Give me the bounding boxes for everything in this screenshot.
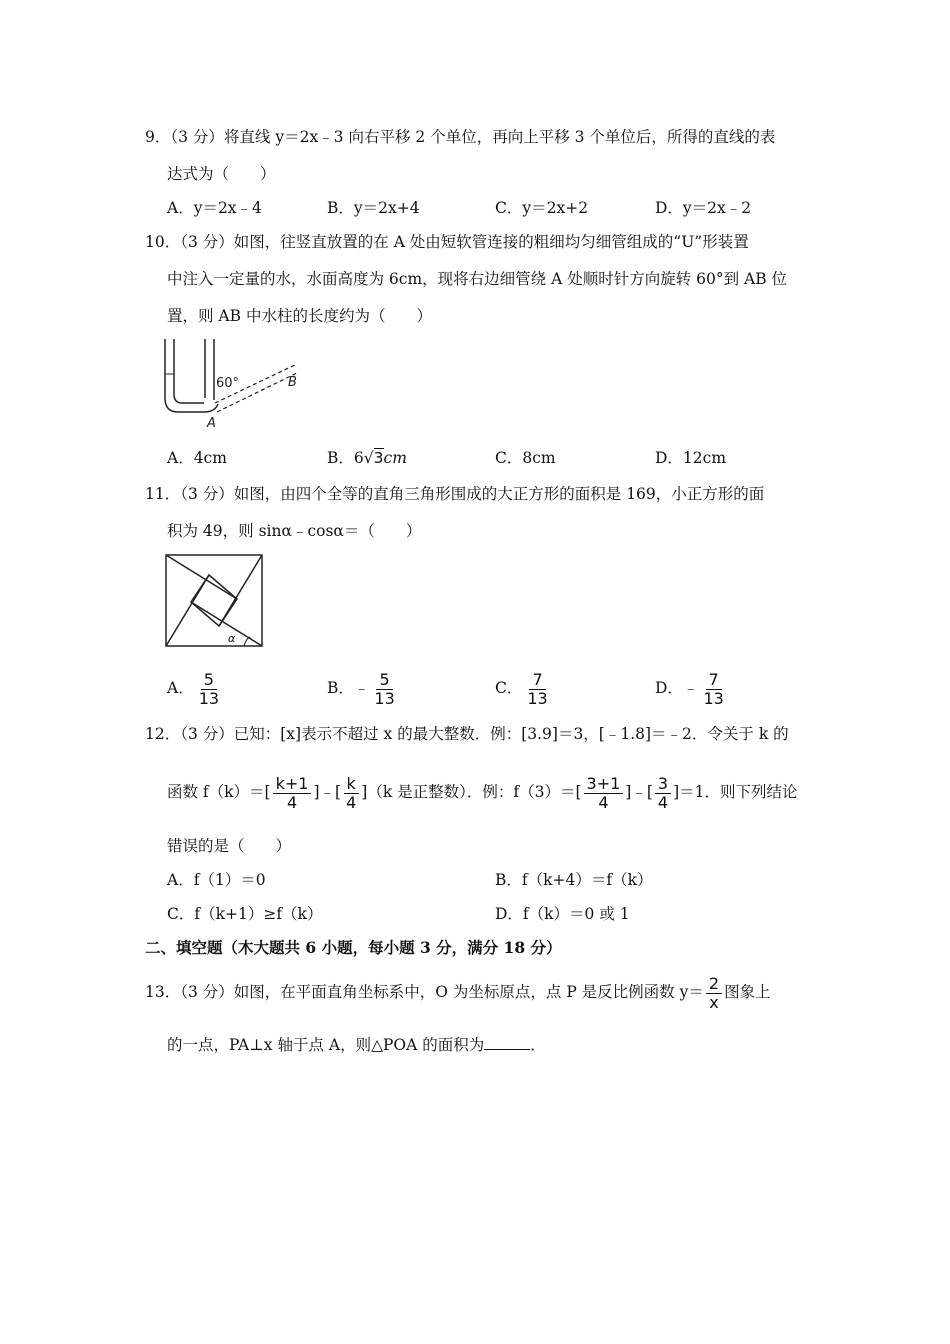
q9-line1: 9．（3 分）将直线 y＝2x﹣3 向右平移 2 个单位，再向上平移 3 个单位后，所得的直线的表 [145,128,776,146]
q12-option-c: C．f（k+1）≥f（k） [167,905,323,923]
q9-option-a: A．y＝2x﹣4 [167,199,262,217]
q10-option-a: A．4cm [167,449,227,467]
q10-line3: 置，则 AB 中水柱的长度约为（ ） [167,307,432,325]
q10-option-b: B．6√3cm [327,449,407,467]
q12-option-a: A．f（1）＝0 [167,871,266,889]
q10-option-d: D．12cm [655,449,727,467]
q12-option-d: D．f（k）＝0 或 1 [495,905,630,923]
answer-blank [484,1035,530,1050]
pinwheel-square-figure [164,553,264,648]
q9-option-b: B．y＝2x+4 [327,199,420,217]
q10-line2: 中注入一定量的水，水面高度为 6cm，现将右边细管绕 A 处顺时针方向旋转 60°到 AB 位 [167,270,788,288]
q9-line2: 达式为（ ） [167,165,276,183]
q11-option-c: C． $\frac{7}{13}$ [495,669,548,708]
q11-option-d: D．﹣ $\frac{7}{13}$ [655,669,724,708]
q10-option-c: C．8cm [495,449,556,467]
q11-option-b: B．﹣ $\frac{5}{13}$ [327,669,395,708]
q12-line2: 函数 f（k）＝[ $\frac{k+1}{4}$ ]﹣[ $\frac{k}{4}$ ]（k 是正整数）．例：f（3）＝[ $\frac{3+1}{4}$ ]﹣[ $\frac{3}{4}$ ]＝1．则下列结论 [167,773,798,812]
q9-option-d: D．y＝2x﹣2 [655,199,752,217]
point-a-label: A [207,416,216,431]
q10-line1: 10．（3 分）如图，往竖直放置的在 A 处由短软管连接的粗细均匀细管组成的“U”形装置 [145,233,749,251]
q11-option-a: A． $\frac{5}{13}$ [167,669,220,708]
q12-option-b: B．f（k+4）＝f（k） [495,871,653,889]
q12-line3: 错误的是（ ） [167,837,292,855]
section-2-heading: 二、填空题（木大题共 6 小题，每小题 3 分，满分 18 分） [145,938,562,957]
q12-line1: 12．（3 分）已知：[x]表示不超过 x 的最大整数．例：[3.9]＝3，[﹣1.8]＝﹣2．令关于 k 的 [145,725,789,743]
sqrt-radicand: 3 [373,449,384,467]
q13-line2: 的一点，PA⊥x 轴于点 A，则△POA 的面积为 ． [167,1036,546,1054]
q11-line1: 11．（3 分）如图，由四个全等的直角三角形围成的大正方形的面积是 169，小正方形的面 [145,485,765,503]
alpha-label: α [228,632,236,645]
q13-line1: 13．（3 分）如图，在平面直角坐标系中，O 为坐标原点，点 P 是反比例函数 y＝ $\frac{2}{x}$ 图象上 [145,973,771,1012]
angle-label: 60° [216,376,240,391]
point-b-label: B [288,375,297,390]
u-tube-figure [160,336,305,431]
q9-option-c: C．y＝2x+2 [495,199,589,217]
q11-line2: 积为 49，则 sinα﹣cosα＝（ ） [167,522,422,540]
